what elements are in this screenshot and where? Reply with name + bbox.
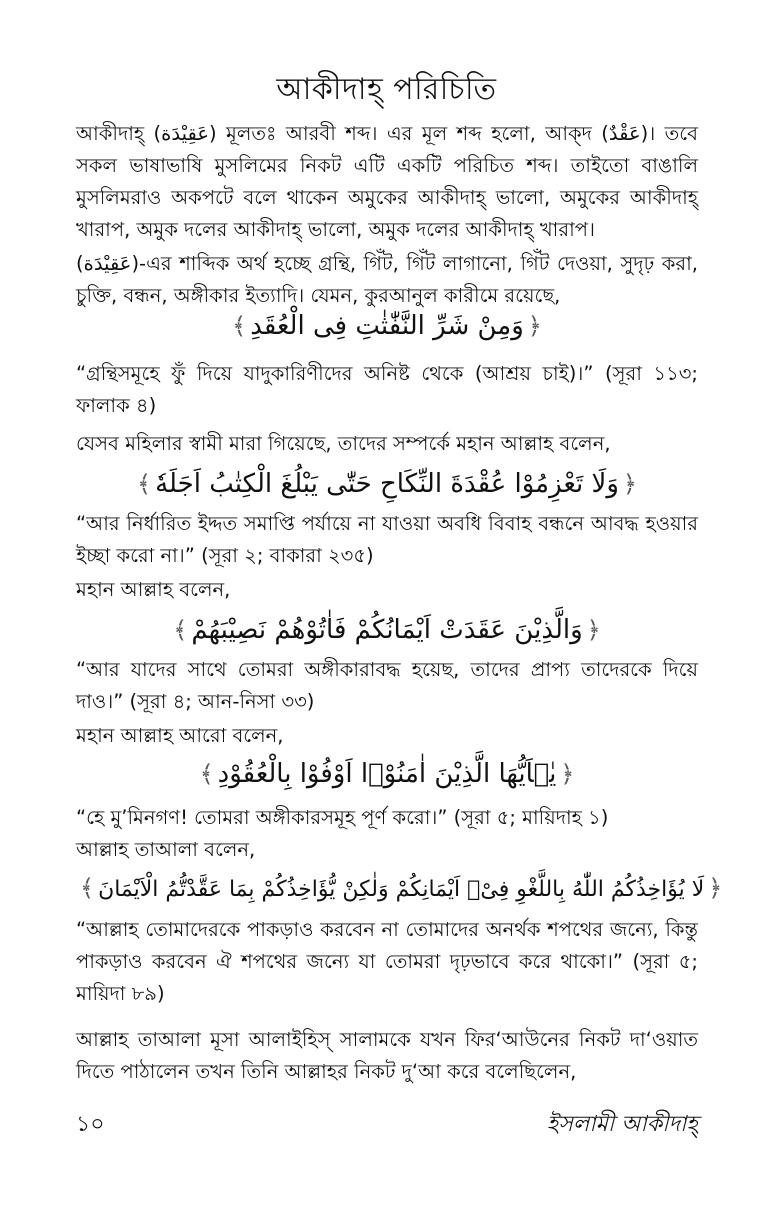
quran-verse-1 — [76, 306, 698, 346]
para2-text-a: ( — [76, 252, 84, 275]
verse-ornament-right: ﴿ — [527, 312, 542, 340]
page-number: ১০ — [76, 1112, 105, 1137]
para1-text-a: আকীদাহ্ ( — [76, 122, 162, 145]
para1-text-b: ) মূলতঃ আরবী শব্দ। এর মূল শব্দ হলো, আক্‌দ ( — [209, 122, 609, 145]
paragraph-musa: আল্লাহ তাআলা মূসা আলাইহিস্ সালামকে যখন ফির‘আউনের নিকট দা‘ওয়াত দিতে পাঠালেন তখন তিনি আল্লাহর নিকট দু‘আ করে বলেছিলেন, — [76, 1028, 698, 1083]
verse-4-text: يٰۤاَيُّهَا الَّذِيْنَ اٰمَنُوْۤا اَوْفُوْا بِالْعُقُوْدِ — [217, 759, 557, 789]
intro-3: মহান আল্লাহ বলেন, — [76, 578, 231, 601]
intro-5: আল্লাহ তাআলা বলেন, — [76, 838, 256, 861]
translation-5: “আল্লাহ তোমাদেরকে পাকড়াও করবেন না তোমাদের অনর্থক শপথের জন্যে, কিন্তু পাকড়াও করবেন ঐ শপথের জন্যে যা তোমরা দৃঢ়ভাবে করে থাকো।” (সূরা ৫; মায়িদা ৮৯) — [76, 918, 698, 1005]
intro-2: যেসব মহিলার স্বামী মারা গিয়েছে, তাদের সম্পর্কে মহান আল্লাহ বলেন, — [76, 432, 611, 455]
verse-ornament-right: ﴿ — [622, 470, 637, 498]
verse-3-text: وَالَّذِيْنَ عَقَدَتْ اَيْمَانُكُمْ فَاٰتُوْهُمْ نَصِيْبَهُمْ — [191, 615, 583, 645]
paragraph-definition — [76, 118, 698, 246]
verse-ornament-left: ﴾ — [232, 312, 247, 340]
verse-ornament-left: ﴾ — [173, 616, 188, 644]
arabic-aqidah: عَقِيْدَة — [161, 122, 209, 145]
verse-ornament-right: ﴿ — [586, 616, 601, 644]
translation-3: “আর যাদের সাথে তোমরা অঙ্গীকারাবদ্ধ হয়েছ, তাদের প্রাপ্য তাদেরকে দিয়ে দাও।” (সূরা ৪; আন-নিসা ৩৩) — [76, 658, 698, 713]
page-title: আকীদাহ্ পরিচিতি — [276, 72, 497, 107]
para2-text-b: )-এর শাব্দিক অর্থ হচ্ছে গ্রন্থি, গিঁট, গিঁট লাগানো, গিঁট দেওয়া, সুদৃঢ় করা, চুক্তি, বন্ধন, অঙ্গীকার ইত্যাদি। যেমন, কুরআনুল কারীমে রয়েছে, — [76, 252, 698, 307]
arabic-aqd: عَقْدٌ — [608, 122, 641, 145]
para1-text-c: )। তবে সকল ভাষাভাষি মুসলিমের নিকট এটি একটি পরিচিত শব্দ। তাইতো বাঙালি মুসলিমরাও অকপটে বলে থাকেন অমুকের আকীদাহ্ ভালো, অমুকের আকীদাহ্ খারাপ, অমুক দলের আকীদাহ্ ভালো, অমুক দলের আকীদাহ্ খারাপ। — [76, 122, 698, 241]
translation-4: “হে মু’মিনগণ! তোমরা অঙ্গীকারসমূহ পূর্ণ করো।” (সূরা ৫; মায়িদাহ ১) — [76, 806, 609, 829]
verse-2-text: وَلَا تَعْزِمُوْا عُقْدَةَ النِّكَاحِ حَتّٰى يَبْلُغَ الْكِتٰبُ اَجَلَهٗ — [155, 469, 619, 499]
verse-ornament-left: ﴾ — [199, 760, 214, 788]
verse-1-text: وَمِنْ شَرِّ النَّفّٰثٰتِ فِى الْعُقَدِ — [250, 311, 524, 341]
verse-ornament-left: ﴾ — [80, 874, 95, 902]
intro-4: মহান আল্লাহ আরো বলেন, — [76, 724, 284, 747]
verse-5-text: لَا يُؤَاخِذُكُمُ اللّٰهُ بِاللَّغْوِ فِىْۤ اَيْمَانِكُمْ وَلٰكِنْ يُّؤَاخِذُكُمْ بِمَا عَقَّدْتُّمُ الْاَيْمَانَ — [98, 877, 705, 902]
arabic-aqidah-2: عَقِيْدَة — [83, 252, 132, 275]
verse-ornament-right: ﴿ — [708, 874, 723, 902]
running-footer-title: ইসলামী আকীদাহ্ — [546, 1112, 698, 1137]
quran-verse-3 — [76, 610, 698, 650]
verse-ornament-right: ﴿ — [560, 760, 575, 788]
translation-2: “আর নির্ধারিত ইদ্দত সমাপ্তি পর্যায়ে না যাওয়া অবধি বিবাহ বন্ধনে আবদ্ধ হওয়ার ইচ্ছা করো না।” (সূরা ২; বাকারা ২৩৫) — [76, 512, 698, 567]
verse-ornament-left: ﴾ — [137, 470, 152, 498]
quran-verse-4 — [76, 754, 698, 794]
paragraph-literal-meaning — [76, 248, 698, 312]
quran-verse-5 — [76, 868, 723, 910]
translation-1: “গ্রন্থিসমূহে ফুঁ দিয়ে যাদুকারিণীদের অনিষ্ট থেকে (আশ্রয় চাই)।” (সূরা ১১৩; ফালাক ৪) — [76, 362, 698, 417]
quran-verse-2 — [76, 464, 698, 504]
